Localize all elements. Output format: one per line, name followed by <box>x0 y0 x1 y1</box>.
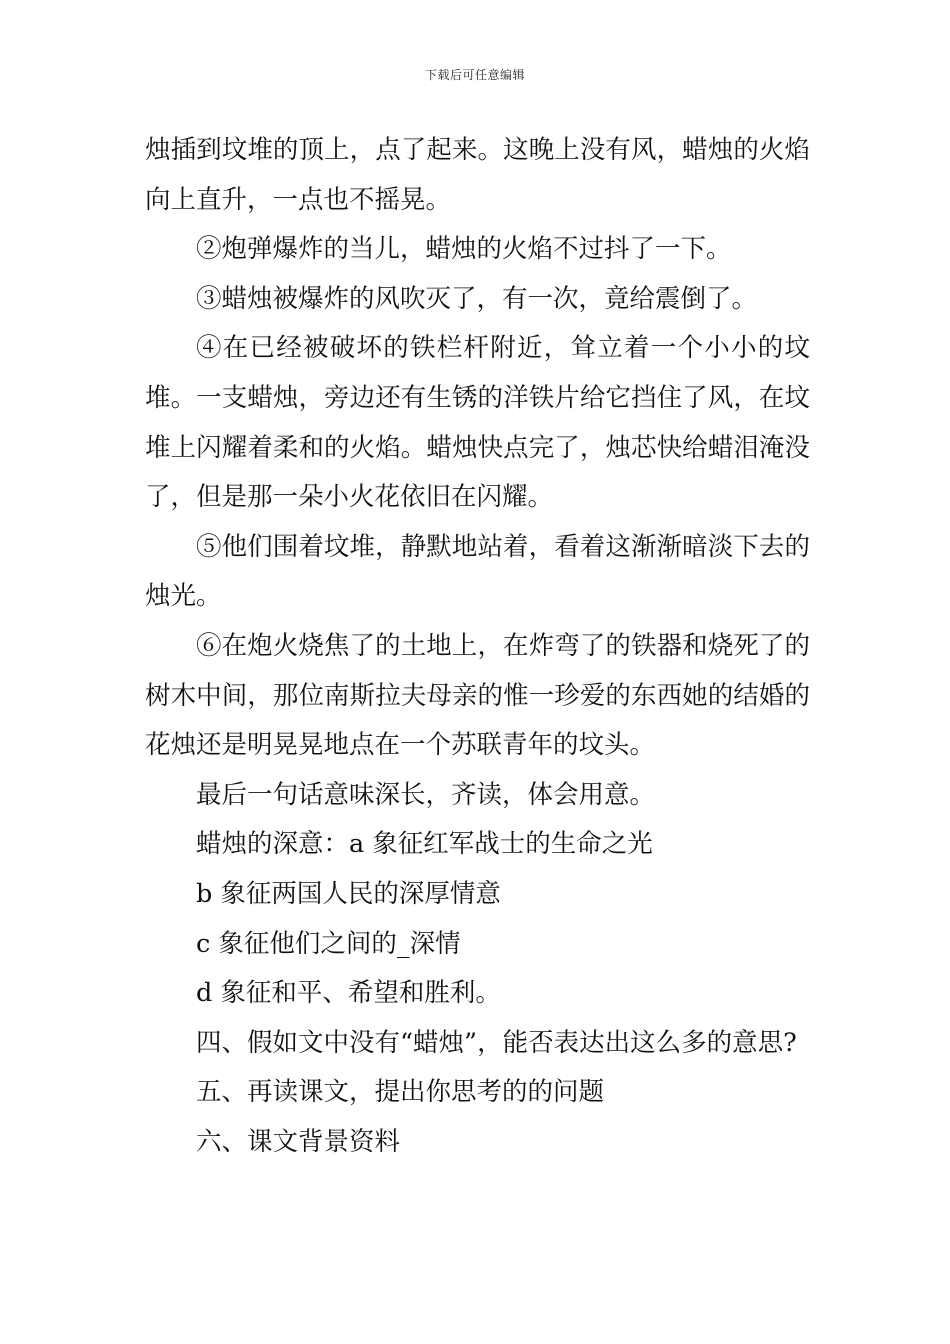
section-four-question: 四、假如文中没有“蜡烛”，能否表达出这么多的意思? <box>196 1027 797 1058</box>
paragraph-4: ④在已经被破坏的铁栏杆附近，耸立着一个小小的坟堆。一支蜡烛，旁边还有生锈的洋铁片给它挡住了风，在坟堆上闪耀着柔和的火焰。蜡烛快点完了，烛芯快给蜡泪淹没了，但是那一朵小火花依旧在闪耀。 <box>145 333 810 513</box>
section-five-heading: 五、再读课文，提出你思考的的问题 <box>196 1077 605 1108</box>
page-header: 下载后可任意编辑 <box>424 68 525 82</box>
candle-meaning-d: d 象征和平、希望和胜利。 <box>196 978 501 1009</box>
paragraph-3: ③蜡烛被爆炸的风吹灭了，有一次，竟给震倒了。 <box>196 283 758 314</box>
paragraph-6: ⑥在炮火烧焦了的土地上，在炸弯了的铁器和烧死了的树木中间，那位南斯拉夫母亲的惟一珍爱的东西她的结婚的花烛还是明晃晃地点在一个苏联青年的坟头。 <box>145 630 810 761</box>
candle-meaning-b: b 象征两国人民的深厚情意 <box>196 878 501 909</box>
document-body <box>145 126 810 1167</box>
candle-meaning-a: 蜡烛的深意：a 象征红军战士的生命之光 <box>196 829 653 860</box>
paragraph-5: ⑤他们围着坟堆，静默地站着，看着这渐渐暗淡下去的烛光。 <box>145 531 810 612</box>
paragraph-continuation: 烛插到坟堆的顶上，点了起来。这晚上没有风，蜡烛的火焰向上直升，一点也不摇晃。 <box>145 135 810 215</box>
paragraph-2: ②炮弹爆炸的当儿，蜡烛的火焰不过抖了一下。 <box>196 234 732 265</box>
summary-line: 最后一句话意味深长，齐读，体会用意。 <box>196 779 656 810</box>
candle-meaning-c: c 象征他们之间的_深情 <box>196 928 461 959</box>
section-six-heading: 六、课文背景资料 <box>196 1126 401 1157</box>
